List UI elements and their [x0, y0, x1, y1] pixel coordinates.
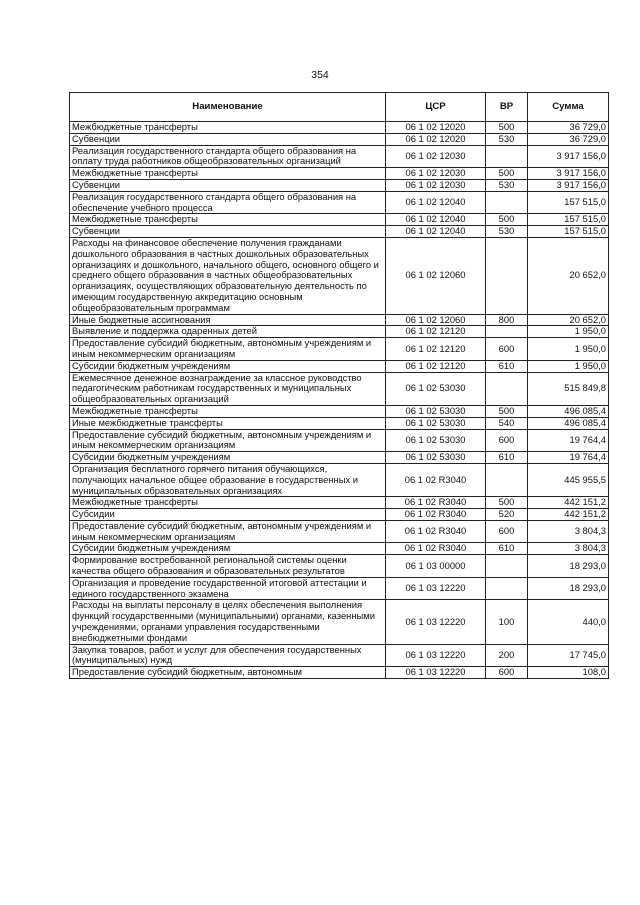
vr-cell: 800	[486, 314, 528, 326]
name-cell: Межбюджетные трансферты	[70, 214, 386, 226]
amount-cell: 18 293,0	[528, 577, 609, 600]
name-cell: Расходы на выплаты персоналу в целях обеспечения выполнения функций государственными (муниципальными) органами, казенными учреждениями, органами управления государственными внебюджетными фондами	[70, 600, 386, 644]
table-row	[70, 667, 609, 679]
table-row	[70, 577, 609, 600]
vr-cell: 610	[486, 360, 528, 372]
amount-cell: 3 804,3	[528, 520, 609, 543]
vr-cell: 610	[486, 452, 528, 464]
amount-cell: 17 745,0	[528, 644, 609, 667]
table-row	[70, 191, 609, 214]
name-cell: Формирование востребованной региональной системы оценки качества общего образования и образовательных результатов	[70, 555, 386, 578]
vr-cell: 200	[486, 644, 528, 667]
code-cell: 06 1 02 53030	[386, 405, 486, 417]
name-cell: Субвенции	[70, 179, 386, 191]
vr-cell: 500	[486, 405, 528, 417]
table-body	[70, 122, 609, 679]
amount-cell: 19 764,4	[528, 452, 609, 464]
vr-cell: 500	[486, 214, 528, 226]
code-cell: 06 1 03 12220	[386, 644, 486, 667]
amount-cell: 157 515,0	[528, 226, 609, 238]
table-row	[70, 226, 609, 238]
table-row	[70, 314, 609, 326]
name-cell: Субсидии бюджетным учреждениям	[70, 452, 386, 464]
header-amount: Сумма	[528, 93, 609, 122]
code-cell: 06 1 02 53030	[386, 452, 486, 464]
vr-cell	[486, 145, 528, 168]
vr-cell	[486, 237, 528, 314]
table-row	[70, 338, 609, 361]
code-cell: 06 1 02 R3040	[386, 543, 486, 555]
code-cell: 06 1 02 R3040	[386, 497, 486, 509]
vr-cell	[486, 555, 528, 578]
table-row	[70, 133, 609, 145]
vr-cell	[486, 326, 528, 338]
table-row	[70, 237, 609, 314]
vr-cell	[486, 191, 528, 214]
code-cell: 06 1 02 12040	[386, 214, 486, 226]
name-cell: Организация и проведение государственной итоговой аттестации и единого государственного экзамена	[70, 577, 386, 600]
amount-cell: 440,0	[528, 600, 609, 644]
table-row	[70, 463, 609, 496]
name-cell: Межбюджетные трансферты	[70, 405, 386, 417]
amount-cell: 1 950,0	[528, 338, 609, 361]
amount-cell: 19 764,4	[528, 429, 609, 452]
page-number: 354	[311, 69, 329, 81]
table-row	[70, 214, 609, 226]
amount-cell: 496 085,4	[528, 417, 609, 429]
header-vr: ВР	[486, 93, 528, 122]
code-cell: 06 1 02 12020	[386, 133, 486, 145]
vr-cell: 500	[486, 168, 528, 180]
code-cell: 06 1 02 12120	[386, 326, 486, 338]
code-cell: 06 1 02 R3040	[386, 463, 486, 496]
amount-cell: 3 917 156,0	[528, 145, 609, 168]
vr-cell	[486, 577, 528, 600]
name-cell: Иные бюджетные ассигнования	[70, 314, 386, 326]
code-cell: 06 1 02 12020	[386, 122, 486, 134]
name-cell: Закупка товаров, работ и услуг для обеспечения государственных (муниципальных) нужд	[70, 644, 386, 667]
name-cell: Предоставление субсидий бюджетным, автономным учреждениям и иным некоммерческим организациям	[70, 429, 386, 452]
vr-cell: 530	[486, 133, 528, 145]
table-row	[70, 145, 609, 168]
vr-cell	[486, 463, 528, 496]
table-row	[70, 509, 609, 521]
table-row	[70, 122, 609, 134]
vr-cell: 610	[486, 543, 528, 555]
code-cell: 06 1 03 12220	[386, 600, 486, 644]
name-cell: Расходы на финансовое обеспечение получения гражданами дошкольного образования в частных дошкольных образовательных организациях и дошкольного, начального общего, основного общего и среднего общего образования в частных общеобразовательных организациях, осуществляющих образовательную деятельность по имеющим государственную аккредитацию основным общеобразовательным программам	[70, 237, 386, 314]
vr-cell: 500	[486, 122, 528, 134]
name-cell: Межбюджетные трансферты	[70, 497, 386, 509]
amount-cell: 515 849,8	[528, 372, 609, 405]
code-cell: 06 1 02 12030	[386, 168, 486, 180]
code-cell: 06 1 02 53030	[386, 372, 486, 405]
table-row	[70, 555, 609, 578]
vr-cell: 520	[486, 509, 528, 521]
table-row	[70, 644, 609, 667]
vr-cell: 600	[486, 429, 528, 452]
amount-cell: 3 917 156,0	[528, 168, 609, 180]
code-cell: 06 1 02 R3040	[386, 509, 486, 521]
code-cell: 06 1 02 12060	[386, 237, 486, 314]
vr-cell: 530	[486, 179, 528, 191]
budget-table	[69, 92, 609, 679]
amount-cell: 1 950,0	[528, 326, 609, 338]
code-cell: 06 1 02 12030	[386, 145, 486, 168]
code-cell: 06 1 02 12120	[386, 338, 486, 361]
vr-cell: 600	[486, 667, 528, 679]
name-cell: Ежемесячное денежное вознаграждение за классное руководство педагогическим работникам государственных и муниципальных общеобразовательных организаций	[70, 372, 386, 405]
vr-cell	[486, 372, 528, 405]
name-cell: Реализация государственного стандарта общего образования на обеспечение учебного процесса	[70, 191, 386, 214]
table-row	[70, 429, 609, 452]
name-cell: Предоставление субсидий бюджетным, автономным учреждениям и иным некоммерческим организациям	[70, 338, 386, 361]
table-row	[70, 543, 609, 555]
amount-cell: 157 515,0	[528, 191, 609, 214]
name-cell: Выявление и поддержка одаренных детей	[70, 326, 386, 338]
name-cell: Предоставление субсидий бюджетным, автономным	[70, 667, 386, 679]
amount-cell: 3 804,3	[528, 543, 609, 555]
amount-cell: 1 950,0	[528, 360, 609, 372]
code-cell: 06 1 02 12030	[386, 179, 486, 191]
amount-cell: 442 151,2	[528, 497, 609, 509]
code-cell: 06 1 02 12060	[386, 314, 486, 326]
table-row	[70, 372, 609, 405]
name-cell: Субсидии	[70, 509, 386, 521]
code-cell: 06 1 02 53030	[386, 429, 486, 452]
header-name: Наименование	[70, 93, 386, 122]
name-cell: Предоставление субсидий бюджетным, автономным учреждениям и иным некоммерческим организациям	[70, 520, 386, 543]
vr-cell: 100	[486, 600, 528, 644]
amount-cell: 445 955,5	[528, 463, 609, 496]
amount-cell: 442 151,2	[528, 509, 609, 521]
code-cell: 06 1 02 12040	[386, 191, 486, 214]
table-row	[70, 417, 609, 429]
name-cell: Субвенции	[70, 133, 386, 145]
code-cell: 06 1 03 00000	[386, 555, 486, 578]
table-row	[70, 520, 609, 543]
table-row	[70, 168, 609, 180]
name-cell: Межбюджетные трансферты	[70, 168, 386, 180]
code-cell: 06 1 02 53030	[386, 417, 486, 429]
amount-cell: 108,0	[528, 667, 609, 679]
name-cell: Субсидии бюджетным учреждениям	[70, 360, 386, 372]
code-cell: 06 1 02 12120	[386, 360, 486, 372]
name-cell: Межбюджетные трансферты	[70, 122, 386, 134]
amount-cell: 18 293,0	[528, 555, 609, 578]
amount-cell: 20 652,0	[528, 314, 609, 326]
table-row	[70, 497, 609, 509]
table-row	[70, 600, 609, 644]
code-cell: 06 1 02 12040	[386, 226, 486, 238]
amount-cell: 157 515,0	[528, 214, 609, 226]
code-cell: 06 1 03 12220	[386, 577, 486, 600]
amount-cell: 36 729,0	[528, 122, 609, 134]
table-row	[70, 360, 609, 372]
header-code: ЦСР	[386, 93, 486, 122]
table-row	[70, 452, 609, 464]
amount-cell: 3 917 156,0	[528, 179, 609, 191]
name-cell: Субвенции	[70, 226, 386, 238]
code-cell: 06 1 02 R3040	[386, 520, 486, 543]
vr-cell: 540	[486, 417, 528, 429]
amount-cell: 20 652,0	[528, 237, 609, 314]
code-cell: 06 1 03 12220	[386, 667, 486, 679]
amount-cell: 496 085,4	[528, 405, 609, 417]
name-cell: Организация бесплатного горячего питания обучающихся, получающих начальное общее образование в государственных и муниципальных образовательных организациях	[70, 463, 386, 496]
name-cell: Реализация государственного стандарта общего образования на оплату труда работников общеобразовательных организаций	[70, 145, 386, 168]
table-header-row	[70, 93, 609, 122]
vr-cell: 600	[486, 338, 528, 361]
amount-cell: 36 729,0	[528, 133, 609, 145]
table-row	[70, 326, 609, 338]
table-row	[70, 179, 609, 191]
vr-cell: 600	[486, 520, 528, 543]
table-row	[70, 405, 609, 417]
name-cell: Субсидии бюджетным учреждениям	[70, 543, 386, 555]
name-cell: Иные межбюджетные трансферты	[70, 417, 386, 429]
vr-cell: 530	[486, 226, 528, 238]
vr-cell: 500	[486, 497, 528, 509]
